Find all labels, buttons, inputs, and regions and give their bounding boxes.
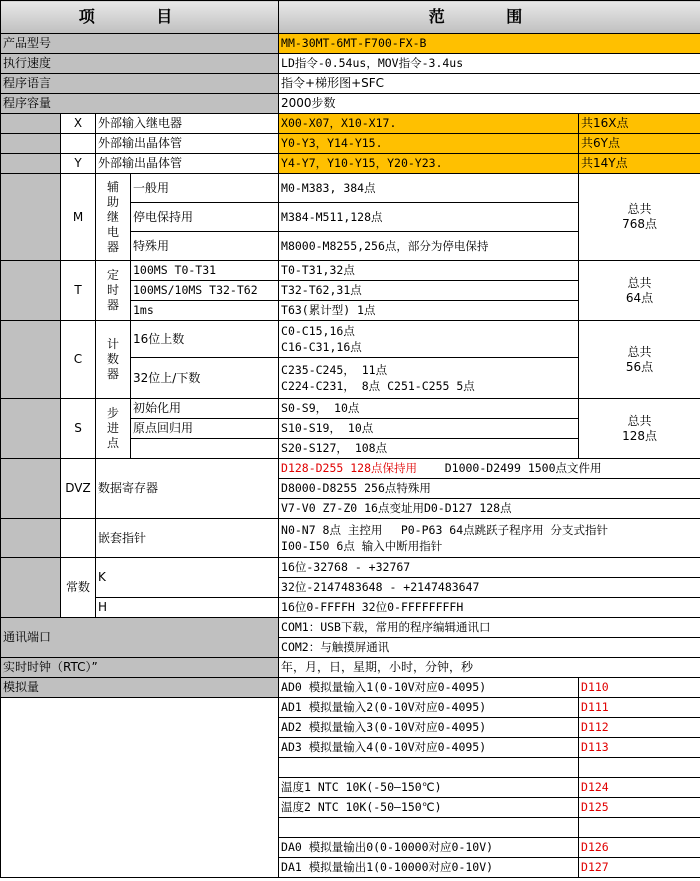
s-category <box>96 399 131 459</box>
row-language <box>1 74 700 94</box>
t-category-char: 器 <box>106 298 119 312</box>
t-item-label: 100MS T0-T31 <box>131 261 279 281</box>
analog-reg: D126 <box>579 838 700 858</box>
comm-line1: COM1：USB下载，常用的程序编辑通讯口 <box>279 618 700 638</box>
blank-cell <box>61 134 96 154</box>
s-total <box>579 399 700 459</box>
row-const-k1 <box>1 558 700 578</box>
analog-item: AD1 模拟量输入2(0-10V对应0-4095) <box>279 698 579 718</box>
t-item-value: T63(累计型) 1点 <box>279 301 579 321</box>
analog-reg: D125 <box>579 798 700 818</box>
c-category <box>96 321 131 399</box>
c-item-line: C224-C231， 8点 C251-C255 5点 <box>281 379 475 393</box>
m-item-value: M0-M383, 384点 <box>279 174 579 203</box>
row-model <box>1 34 700 54</box>
row-analog-8 <box>1 838 700 858</box>
t-category <box>96 261 131 321</box>
c-item-value <box>279 358 579 399</box>
c-total-line: 总共 <box>627 344 652 359</box>
row-m-1 <box>1 174 700 203</box>
dvz-line1 <box>279 459 700 479</box>
nest-line: N0-N7 8点 主控用 P0-P63 64点跳跃子程序用 分支式指针 <box>281 523 609 537</box>
capacity-value: 2000步数 <box>279 94 700 114</box>
blank-cell <box>1 718 279 738</box>
row-t-1 <box>1 261 700 281</box>
nest-value <box>279 519 700 558</box>
x-code: X <box>61 114 96 134</box>
c-code: C <box>61 321 96 399</box>
language-value: 指令+梯形图+SFC <box>279 74 700 94</box>
analog-item <box>279 758 579 778</box>
model-label: 产品型号 <box>1 34 279 54</box>
blank-cell <box>1 261 61 321</box>
analog-reg: D113 <box>579 738 700 758</box>
analog-reg: D110 <box>579 678 700 698</box>
m-category-char: 器 <box>106 239 119 254</box>
row-capacity <box>1 94 700 114</box>
analog-reg: D112 <box>579 718 700 738</box>
row-analog-2 <box>1 718 700 738</box>
dvz-line1-black: D1000-D2499 1500点文件用 <box>444 461 602 475</box>
row-comm-1 <box>1 618 700 638</box>
row-y1 <box>1 134 700 154</box>
c-item-label: 16位上数 <box>131 321 279 358</box>
s-item-value: S10-S19， 10点 <box>279 419 579 439</box>
blank-cell <box>1 778 279 798</box>
s-item-label: 原点回归用 <box>131 419 279 439</box>
analog-reg <box>579 818 700 838</box>
y2-value: Y4-Y7，Y10-Y15，Y20-Y23. <box>279 154 579 174</box>
row-analog-7 <box>1 818 700 838</box>
c-item-label: 32位上/下数 <box>131 358 279 399</box>
dvz-label: 数据寄存器 <box>96 459 279 519</box>
blank-cell <box>1 134 61 154</box>
row-const-h <box>1 598 700 618</box>
dvz-line3: V7-V0 Z7-Z0 16点变址用D0-D127 128点 <box>279 499 700 519</box>
m-item-label: 特殊用 <box>131 232 279 261</box>
row-analog-9 <box>1 858 700 878</box>
row-nest <box>1 519 700 558</box>
y2-label: 外部输出晶体管 <box>96 154 279 174</box>
analog-reg: D124 <box>579 778 700 798</box>
t-total-line: 总共 <box>627 275 652 290</box>
speed-label: 执行速度 <box>1 54 279 74</box>
analog-item: AD0 模拟量输入1(0-10V对应0-4095) <box>279 678 579 698</box>
analog-reg <box>579 758 700 778</box>
blank-cell <box>1 154 61 174</box>
t-code: T <box>61 261 96 321</box>
s-category-char: 点 <box>106 436 119 450</box>
s-category-char: 步 <box>106 406 119 420</box>
y2-total: 共14Y点 <box>579 154 700 174</box>
t-total <box>579 261 700 321</box>
s-item-label <box>131 439 279 459</box>
s-item-value: S20-S127， 108点 <box>279 439 579 459</box>
y1-total: 共6Y点 <box>579 134 700 154</box>
row-analog-3 <box>1 738 700 758</box>
blank-cell <box>1 114 61 134</box>
rtc-label: 实时时钟（RTC）” <box>1 658 279 678</box>
blank-cell <box>1 858 279 878</box>
blank-cell <box>1 174 61 261</box>
t-item-value: T32-T62,31点 <box>279 281 579 301</box>
c-category-char: 计 <box>106 337 119 351</box>
t-total-line: 64点 <box>625 290 654 305</box>
model-value: MM-30MT-6MT-F700-FX-B <box>279 34 700 54</box>
row-analog-0 <box>1 678 700 698</box>
blank-cell <box>61 519 96 558</box>
m-total-line: 总共 <box>627 202 652 216</box>
m-total-line: 768点 <box>622 217 657 231</box>
analog-item: AD2 模拟量输入3(0-10V对应0-4095) <box>279 718 579 738</box>
comm-label: 通讯端口 <box>1 618 279 658</box>
analog-item: 温度1 NTC 10K(-50—150℃) <box>279 778 579 798</box>
t-item-value: T0-T31,32点 <box>279 261 579 281</box>
blank-cell <box>1 798 279 818</box>
blank-cell <box>1 558 61 618</box>
row-x <box>1 114 700 134</box>
m-code: M <box>61 174 96 261</box>
m-item-label: 停电保持用 <box>131 203 279 232</box>
speed-value: LD指令-0.54us，MOV指令-3.4us <box>279 54 700 74</box>
s-total-line: 总共 <box>627 413 652 428</box>
header-range: 范 围 <box>279 1 700 34</box>
t-category-char: 时 <box>106 283 119 297</box>
blank-cell <box>1 459 61 519</box>
x-value: X00-X07，X10-X17. <box>279 114 579 134</box>
blank-cell <box>1 399 61 459</box>
row-analog-4 <box>1 758 700 778</box>
header-row <box>1 1 700 34</box>
c-category-char: 数 <box>106 352 119 366</box>
c-total <box>579 321 700 399</box>
c-item-line: C16-C31,16点 <box>281 340 362 354</box>
c-total-line: 56点 <box>625 359 654 374</box>
blank-cell <box>1 519 61 558</box>
row-speed <box>1 54 700 74</box>
blank-cell <box>1 838 279 858</box>
row-y2 <box>1 154 700 174</box>
s-item-label: 初始化用 <box>131 399 279 419</box>
analog-reg: D111 <box>579 698 700 718</box>
m-item-value: M384-M511,128点 <box>279 203 579 232</box>
m-item-value: M8000-M8255,256点，部分为停电保持 <box>279 232 579 261</box>
blank-cell <box>1 321 61 399</box>
y1-value: Y0-Y3，Y14-Y15. <box>279 134 579 154</box>
analog-item <box>279 818 579 838</box>
m-item-label: 一般用 <box>131 174 279 203</box>
const-k-code: K <box>96 558 279 598</box>
language-label: 程序语言 <box>1 74 279 94</box>
m-category-char: 继 <box>106 209 119 224</box>
const-k-line2: 32位-2147483648 - +2147483647 <box>279 578 700 598</box>
blank-cell <box>1 698 279 718</box>
dvz-code: DVZ <box>61 459 96 519</box>
t-item-label: 1ms <box>131 301 279 321</box>
m-category-char: 辅 <box>106 179 119 194</box>
analog-label: 模拟量 <box>1 678 279 698</box>
row-analog-5 <box>1 778 700 798</box>
c-item-value <box>279 321 579 358</box>
header-item: 项 目 <box>1 1 279 34</box>
c-category-char: 器 <box>106 367 119 381</box>
s-item-value: S0-S9， 10点 <box>279 399 579 419</box>
const-label: 常数 <box>61 558 96 618</box>
row-analog-1 <box>1 698 700 718</box>
s-total-line: 128点 <box>622 428 657 443</box>
blank-cell <box>1 818 279 838</box>
capacity-label: 程序容量 <box>1 94 279 114</box>
m-category-char: 助 <box>106 194 119 209</box>
t-category-char: 定 <box>106 268 119 282</box>
const-h-value: 16位0-FFFFH 32位0-FFFFFFFFH <box>279 598 700 618</box>
row-analog-6 <box>1 798 700 818</box>
dvz-line2: D8000-D8255 256点特殊用 <box>279 479 700 499</box>
analog-item: DA1 模拟量输出1(0-10000对应0-10V) <box>279 858 579 878</box>
nest-line: I00-I50 6点 输入中断用指针 <box>281 539 443 553</box>
comm-line2: COM2：与触摸屏通讯 <box>279 638 700 658</box>
analog-item: DA0 模拟量输出0(0-10000对应0-10V) <box>279 838 579 858</box>
s-category-char: 进 <box>106 421 119 435</box>
analog-item: 温度2 NTC 10K(-50—150℃) <box>279 798 579 818</box>
x-label: 外部输入继电器 <box>96 114 279 134</box>
s-code: S <box>61 399 96 459</box>
m-category <box>96 174 131 261</box>
c-item-line: C0-C15,16点 <box>281 324 355 338</box>
c-item-line: C235-C245， 11点 <box>281 363 388 377</box>
blank-cell <box>1 758 279 778</box>
blank-cell <box>1 738 279 758</box>
analog-item: AD3 模拟量输入4(0-10V对应0-4095) <box>279 738 579 758</box>
const-h-code: H <box>96 598 279 618</box>
y-code: Y <box>61 154 96 174</box>
rtc-value: 年，月，日，星期，小时，分钟，秒 <box>279 658 700 678</box>
row-s-1 <box>1 399 700 419</box>
row-rtc <box>1 658 700 678</box>
dvz-line1-red: D128-D255 128点保持用 <box>281 461 418 475</box>
row-c-1 <box>1 321 700 358</box>
nest-label: 嵌套指针 <box>96 519 279 558</box>
t-item-label: 100MS/10MS T32-T62 <box>131 281 279 301</box>
x-total: 共16X点 <box>579 114 700 134</box>
const-k-line1: 16位-32768 - +32767 <box>279 558 700 578</box>
m-total <box>579 174 700 261</box>
row-dvz-1 <box>1 459 700 479</box>
y1-label: 外部输出晶体管 <box>96 134 279 154</box>
analog-reg: D127 <box>579 858 700 878</box>
m-category-char: 电 <box>106 224 119 239</box>
